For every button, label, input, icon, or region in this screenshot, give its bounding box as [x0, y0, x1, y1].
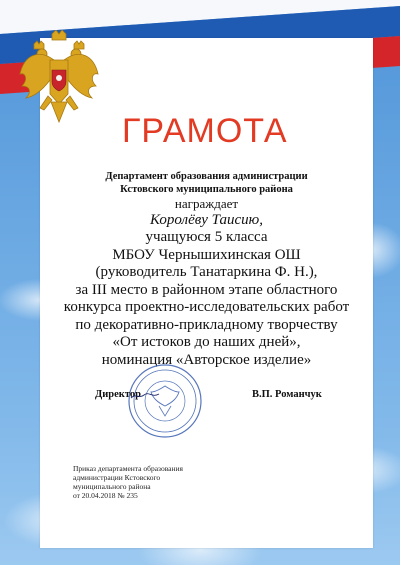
- double-headed-eagle-icon: [18, 30, 100, 126]
- department-line: Кстовского муниципального района: [120, 184, 293, 195]
- body-line: номинация «Авторское изделие»: [101, 351, 312, 368]
- signer-name: В.П. Романчук: [252, 389, 322, 400]
- recipient-name: Королёву Таисию,: [150, 212, 263, 228]
- body-line: (руководитель Танатаркина Ф. Н.),: [95, 264, 318, 280]
- order-line: администрации Кстовского: [73, 473, 161, 482]
- order-reference: [73, 464, 183, 500]
- order-line: Приказ департамента образования: [73, 464, 183, 473]
- award-body: [40, 229, 373, 369]
- certificate-title: ГРАМОТА: [122, 112, 288, 150]
- department-heading: [40, 170, 373, 196]
- awards-verb: награждает: [174, 196, 239, 211]
- body-line: «От истоков до наших дней»,: [112, 334, 301, 350]
- official-stamp-icon: [126, 362, 204, 440]
- body-line: учащуюся 5 класса: [145, 229, 268, 245]
- director-label: Директор: [95, 389, 141, 400]
- order-line: муниципального района: [73, 482, 151, 491]
- body-line: за III место в районном этапе областного: [75, 281, 338, 298]
- body-line: конкурса проектно-исследовательских работ: [63, 299, 350, 315]
- order-line: от 20.04.2018 № 235: [73, 491, 138, 500]
- body-line: по декоративно-прикладному творчеству: [75, 316, 338, 333]
- signature-icon: [130, 392, 160, 400]
- body-line: МБОУ Чернышихинская ОШ: [112, 246, 301, 263]
- department-line: Департамент образования администрации: [105, 171, 308, 182]
